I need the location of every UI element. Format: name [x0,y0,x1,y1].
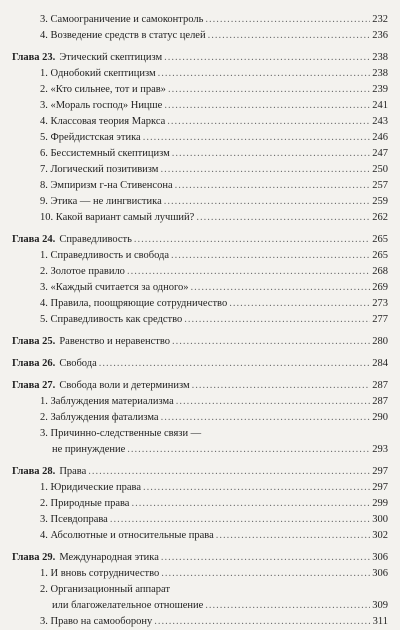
page-number: 287 [372,380,388,391]
dot-leader [99,356,371,372]
chapter-title: Свобода воли и детерминизм [59,380,190,391]
toc-entry [12,566,388,582]
chapter-number: Глава 29. [12,552,56,563]
toc-entry [12,146,388,162]
dot-leader [160,162,370,178]
entry-title: 3. Право на самооборону [40,616,153,627]
entry-title: 3. Псевдоправа [40,514,108,525]
entry-title: 1. Однобокий скептицизм [40,68,156,79]
page-number: 241 [372,100,388,111]
dot-leader [167,114,370,130]
toc-entry-first-line [12,426,388,442]
entry-title: 3. Причинно-следственные связи — [40,428,202,439]
page-number: 238 [372,68,388,79]
entry-title: 1. Юридические права [40,482,142,493]
page-number: 247 [372,148,388,159]
entry-title: 4. Возведение средств в статус целей [40,30,206,41]
page-number: 250 [372,164,388,175]
toc-entry [12,178,388,194]
toc-entry [12,194,388,210]
dot-leader [134,232,370,248]
toc-entry [12,114,388,130]
entry-title: 2. Природные права [40,498,130,509]
dot-leader [161,566,370,582]
table-of-contents [12,12,388,630]
dot-leader [208,28,371,44]
page-number: 311 [372,616,388,627]
page-number: 299 [372,498,388,509]
page-number: 277 [372,314,388,325]
page-number: 309 [372,600,388,611]
toc-entry [12,394,388,410]
dot-leader [143,130,371,146]
chapter-title: Права [59,466,87,477]
dot-leader [143,480,370,496]
page-number: 297 [372,466,388,477]
page-number: 306 [372,568,388,579]
entry-title: 2. «Кто сильнее, тот и прав» [40,84,166,95]
entry-title: 10. Какой вариант самый лучший? [40,212,195,223]
toc-entry [12,130,388,146]
page-number: 290 [372,412,388,423]
page-number: 265 [372,250,388,261]
entry-title: 2. Организационный аппарат [40,584,171,595]
chapter-number: Глава 24. [12,234,56,245]
dot-leader [127,442,370,458]
page-number: 287 [372,396,388,407]
page-number: 243 [372,116,388,127]
page-number: 273 [372,298,388,309]
page-number: 293 [372,444,388,455]
chapter-heading [12,464,388,480]
chapter-title: Равенство и неравенство [59,336,170,347]
dot-leader [161,410,371,426]
chapter-number: Глава 23. [12,52,56,63]
chapter-number: Глава 26. [12,358,56,369]
toc-entry-continued [12,598,388,614]
entry-title: 1. Заблуждения материализма [40,396,174,407]
dot-leader [131,496,370,512]
toc-entry [12,12,388,28]
dot-leader [196,210,370,226]
page-number: 257 [372,180,388,191]
toc-entry [12,312,388,328]
toc-entry [12,512,388,528]
toc-entry [12,528,388,544]
entry-title: 4. Классовая теория Маркса [40,116,166,127]
toc-entry [12,162,388,178]
toc-entry [12,410,388,426]
chapter-title: Свобода [59,358,97,369]
dot-leader [216,528,370,544]
dot-leader [164,98,370,114]
entry-title: 2. Заблуждения фатализма [40,412,159,423]
entry-title: 5. Фрейдистская этика [40,132,141,143]
toc-entry [12,280,388,296]
toc-entry [12,66,388,82]
chapter-number: Глава 27. [12,380,56,391]
dot-leader [164,50,370,66]
dot-leader [171,248,370,264]
chapter-heading [12,550,388,566]
toc-entry [12,496,388,512]
page-number: 280 [372,336,388,347]
page-number: 297 [372,482,388,493]
dot-leader [168,82,370,98]
page-number: 306 [372,552,388,563]
dot-leader [127,264,370,280]
dot-leader [176,394,371,410]
dot-leader [192,378,371,394]
page-number: 302 [372,530,388,541]
page-number: 262 [372,212,388,223]
dot-leader [205,598,370,614]
toc-entry-continued [12,442,388,458]
toc-entry [12,248,388,264]
dot-leader [205,12,370,28]
page-number: 246 [372,132,388,143]
entry-title: 9. Этика — не лингвистика [40,196,162,207]
entry-title: 2. Золотое правило [40,266,125,277]
dot-leader [184,312,370,328]
dot-leader [229,296,370,312]
page-number: 300 [372,514,388,525]
page-number: 232 [372,14,388,25]
entry-title: 1. И вновь сотрудничество [40,568,160,579]
dot-leader [158,66,371,82]
dot-leader [172,334,370,350]
toc-entry [12,98,388,114]
entry-title: 4. Правила, поощряющие сотрудничество [40,298,228,309]
toc-entry [12,28,388,44]
toc-entry [12,296,388,312]
chapter-title: Справедливость [59,234,132,245]
entry-title-continued: или благожелательное отношение [52,600,204,611]
page-number: 239 [372,84,388,95]
dot-leader [172,146,371,162]
page-number: 269 [372,282,388,293]
chapter-title: Этический скептицизм [59,52,163,63]
entry-title: 6. Бессистемный скептицизм [40,148,170,159]
entry-title: 3. Самоограничение и самоконтроль [40,14,204,25]
entry-title: 4. Абсолютные и относительные права [40,530,214,541]
entry-title: 5. Справедливость как средство [40,314,183,325]
chapter-heading [12,378,388,394]
toc-entry [12,210,388,226]
entry-title: 1. Справедливость и свобода [40,250,170,261]
entry-title: 3. «Каждый считается за одного» [40,282,189,293]
toc-entry [12,614,388,630]
toc-entry-first-line [12,582,388,598]
toc-entry [12,264,388,280]
page-number: 259 [372,196,388,207]
chapter-title: Международная этика [59,552,159,563]
chapter-heading [12,356,388,372]
dot-leader [191,280,371,296]
entry-title-continued: не принуждение [52,444,126,455]
toc-entry [12,480,388,496]
toc-entry [12,82,388,98]
entry-title: 8. Эмпиризм г-на Стивенсона [40,180,173,191]
page-number: 236 [372,30,388,41]
chapter-heading [12,232,388,248]
page-number: 238 [372,52,388,63]
entry-title: 7. Логический позитивизм [40,164,159,175]
entry-title: 3. «Мораль господ» Ницше [40,100,163,111]
dot-leader [164,194,371,210]
dot-leader [175,178,371,194]
page-number: 284 [372,358,388,369]
page-number: 265 [372,234,388,245]
dot-leader [110,512,370,528]
dot-leader [154,614,370,630]
chapter-heading [12,50,388,66]
chapter-number: Глава 28. [12,466,56,477]
dot-leader [88,464,370,480]
chapter-number: Глава 25. [12,336,56,347]
dot-leader [161,550,370,566]
chapter-heading [12,334,388,350]
page-number: 268 [372,266,388,277]
